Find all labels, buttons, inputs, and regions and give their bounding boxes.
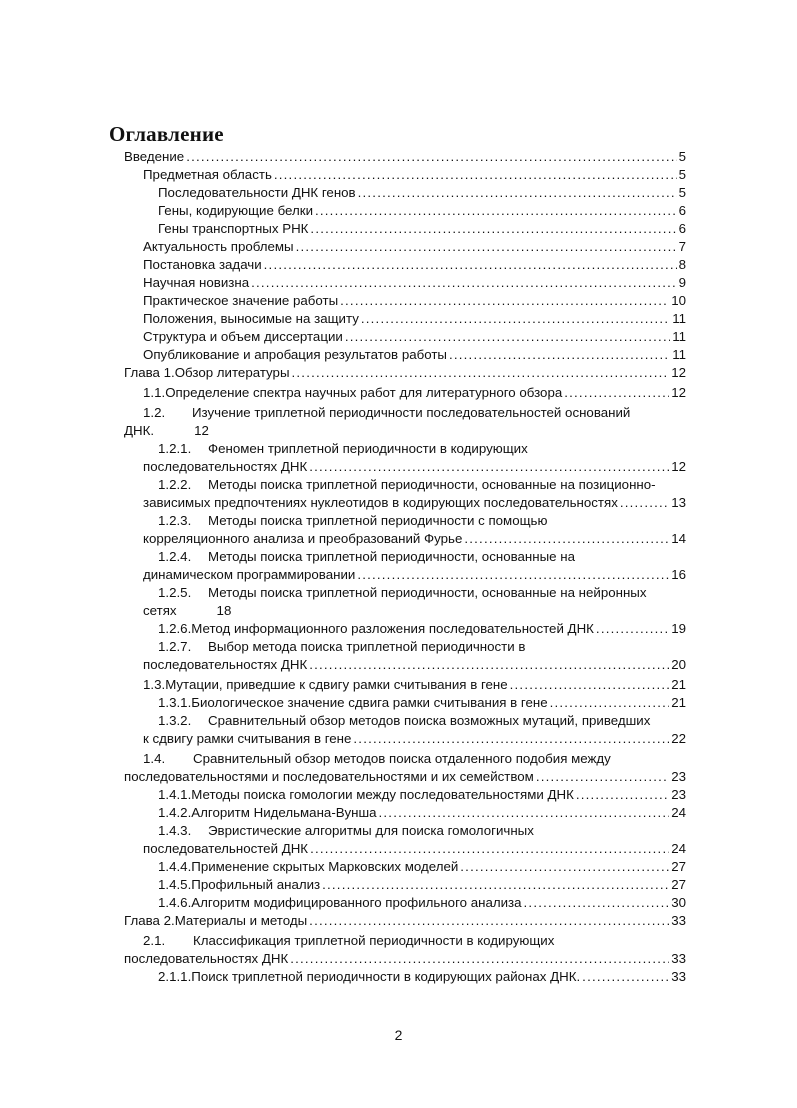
toc-entry[interactable] (143, 932, 686, 950)
toc-entry[interactable] (143, 404, 686, 422)
toc-entry[interactable] (158, 876, 686, 894)
toc-entry-label: Алгоритм Нидельмана-Вунша (191, 805, 377, 820)
dot-leader (264, 256, 677, 274)
toc-entry[interactable] (124, 148, 686, 166)
dot-leader (576, 786, 669, 804)
toc-entry-label: Методы поиска триплетной периодичности, основанные на позиционно- (208, 477, 656, 492)
toc-entry-page: 24 (671, 805, 686, 820)
toc-entry-page: 12 (194, 423, 209, 438)
dot-leader (340, 292, 669, 310)
toc-entry-page: 6 (678, 221, 686, 236)
toc-entry-page: 12 (671, 365, 686, 380)
toc-entry-label: Изучение триплетной периодичности последовательностей оснований (192, 405, 631, 420)
toc-entry-label: Научная новизна (143, 275, 250, 290)
toc-entry-page: 10 (671, 293, 686, 308)
toc-entry-label: Определение спектра научных работ для литературного обзора (165, 385, 563, 400)
toc-entry[interactable] (143, 328, 686, 346)
toc-entry[interactable] (158, 694, 686, 712)
toc-entry-page: 20 (671, 657, 686, 672)
toc-entry-page: 5 (678, 167, 686, 182)
toc-entry[interactable] (143, 494, 686, 512)
toc-entry[interactable] (143, 602, 686, 620)
dot-leader (460, 858, 669, 876)
dot-leader (292, 364, 670, 382)
toc-entry-page: 21 (671, 677, 686, 692)
toc-entry-label: Биологическое значение сдвига рамки считывания в гене (191, 695, 548, 710)
toc-entry[interactable] (143, 676, 686, 694)
toc-entry-page: 22 (671, 731, 686, 746)
toc-entry-label: Методы поиска гомологии между последовательностями ДНК (191, 787, 574, 802)
toc-entry-label: к сдвигу рамки считывания в гене (143, 731, 352, 746)
toc-entry-label: последовательностей ДНК (143, 841, 309, 856)
toc-entry-number: 1.1. (143, 385, 166, 400)
toc-entry-label: Актуальность проблемы (143, 239, 294, 254)
dot-leader (186, 148, 676, 166)
toc-entry-label: Мутации, приведшие к сдвигу рамки считывания в гене (165, 677, 508, 692)
toc-entry-label: Постановка задачи (143, 257, 262, 272)
toc-entry-number: 1.2.4. (158, 549, 192, 564)
toc-entry[interactable] (124, 950, 686, 968)
toc-entry-page: 9 (678, 275, 686, 290)
toc-entry[interactable] (143, 730, 686, 748)
toc-entry-number: 1.3.2. (158, 713, 192, 728)
toc-entry-number: 1.2.1. (158, 441, 192, 456)
dot-leader (274, 166, 677, 184)
toc-entry-label: Поиск триплетной периодичности в кодирующих районах ДНК. (191, 969, 581, 984)
toc-entry-page: 6 (678, 203, 686, 218)
toc-entry-number: 1.4.3. (158, 823, 192, 838)
toc-entry-number: Глава 2. (124, 913, 175, 928)
dot-leader (510, 676, 670, 694)
toc-entry[interactable] (158, 440, 686, 458)
toc-entry-label: Практическое значение работы (143, 293, 339, 308)
toc-entry-label: Материалы и методы (174, 913, 308, 928)
toc-entry-page: 16 (671, 567, 686, 582)
toc-entry[interactable] (158, 220, 686, 238)
toc-entry-number: 1.4. (143, 751, 166, 766)
dot-leader (309, 656, 669, 674)
toc-entry[interactable] (158, 184, 686, 202)
toc-entry[interactable] (143, 530, 686, 548)
toc-entry-page: 14 (671, 531, 686, 546)
dot-leader (309, 458, 669, 476)
toc-entry[interactable] (158, 858, 686, 876)
dot-leader (357, 566, 669, 584)
toc-entry-page: 11 (672, 347, 686, 362)
toc-entry-page: 24 (671, 841, 686, 856)
toc-entry-page: 33 (671, 969, 686, 984)
toc-entry-page: 23 (671, 769, 686, 784)
dot-leader (464, 530, 669, 548)
dot-leader (322, 876, 669, 894)
dot-leader (358, 184, 677, 202)
toc-entry-number: 2.1.1. (158, 969, 192, 984)
toc-entry[interactable] (124, 364, 686, 382)
toc-entry[interactable] (143, 840, 686, 858)
dot-leader (361, 310, 670, 328)
toc-entry-page: 27 (671, 859, 686, 874)
dot-leader (309, 912, 669, 930)
dot-leader (310, 840, 669, 858)
toc-entry[interactable] (158, 822, 686, 840)
toc-entry[interactable] (143, 566, 686, 584)
toc-entry[interactable] (158, 202, 686, 220)
toc-entry-label: зависимых предпочтениях нуклеотидов в кодирующих последовательностях (143, 495, 618, 510)
toc-entry[interactable] (143, 656, 686, 674)
toc-entry-page: 18 (216, 603, 232, 618)
dot-leader (251, 274, 676, 292)
toc-entry[interactable] (158, 804, 686, 822)
toc-entry-number: 1.4.1. (158, 787, 192, 802)
toc-entry[interactable] (143, 750, 686, 768)
toc-entry-number: 1.4.4. (158, 859, 192, 874)
toc-entry-label: Метод информационного разложения последовательностей ДНК (191, 621, 594, 636)
dot-leader (345, 328, 670, 346)
toc-entry-page: 11 (672, 311, 686, 326)
toc-entry-page: 30 (671, 895, 686, 910)
toc-entry-label: последовательностях ДНК (143, 657, 308, 672)
toc-entry-number: 1.4.6. (158, 895, 192, 910)
dot-leader (536, 768, 669, 786)
toc-entry-label: Положения, выносимые на защиту (143, 311, 359, 326)
dot-leader (353, 730, 669, 748)
toc-entry-number: Глава 1. (124, 365, 175, 380)
toc-entry-label: Феномен триплетной периодичности в кодирующих (208, 441, 528, 456)
toc-entry[interactable] (158, 786, 686, 804)
toc-entry[interactable] (143, 292, 686, 310)
toc-entry[interactable] (158, 512, 686, 530)
dot-leader (596, 620, 669, 638)
dot-leader (290, 950, 669, 968)
dot-leader (315, 202, 677, 220)
dot-leader (449, 346, 670, 364)
toc-entry-label: сетях (143, 603, 177, 618)
toc-entry[interactable] (124, 912, 686, 930)
toc-entry-number: 1.2.2. (158, 477, 192, 492)
toc-entry-label: ДНК. (124, 423, 155, 438)
toc-entry[interactable] (143, 384, 686, 402)
toc-entry-label: Сравнительный обзор методов поиска возможных мутаций, приведших (208, 713, 651, 728)
toc-entry-label: Профильный анализ (191, 877, 321, 892)
dot-leader (550, 694, 670, 712)
toc-entry-page: 12 (671, 385, 686, 400)
toc-entry[interactable] (158, 476, 686, 494)
toc-entry[interactable] (158, 620, 686, 638)
toc-entry-label: Предметная область (143, 167, 272, 182)
toc-entry-number: 1.2.5. (158, 585, 192, 600)
dot-leader (379, 804, 670, 822)
toc-entry-page: 5 (678, 185, 686, 200)
toc-entry-label: Введение (124, 149, 185, 164)
toc-entry-number: 1.3. (143, 677, 166, 692)
toc-entry-page: 8 (678, 257, 686, 272)
toc-entry[interactable] (158, 584, 686, 602)
toc-entry[interactable] (124, 422, 686, 440)
dot-leader (620, 494, 669, 512)
toc-entry-label: Методы поиска триплетной периодичности с помощью (208, 513, 548, 528)
toc-entry-number: 2.1. (143, 933, 166, 948)
toc-entry-page: 19 (671, 621, 686, 636)
dot-leader (524, 894, 670, 912)
toc-entry-label: Классификация триплетной периодичности в кодирующих (193, 933, 555, 948)
dot-leader (564, 384, 669, 402)
toc-entry-page: 13 (671, 495, 686, 510)
toc-entry[interactable] (143, 310, 686, 328)
toc-entry-number: 1.2.6. (158, 621, 192, 636)
toc-entry[interactable] (143, 458, 686, 476)
toc-entry[interactable] (143, 166, 686, 184)
dot-leader (582, 968, 669, 986)
toc-entry-number: 1.2.3. (158, 513, 192, 528)
toc-entry-number: 1.3.1. (158, 695, 192, 710)
toc-entry-page: 27 (671, 877, 686, 892)
toc-entry-label: Алгоритм модифицированного профильного анализа (191, 895, 522, 910)
toc-entry[interactable] (158, 712, 686, 730)
toc-entry-page: 5 (678, 149, 686, 164)
dot-leader (296, 238, 677, 256)
toc-entry-label: Последовательности ДНК генов (158, 185, 356, 200)
toc-entry[interactable] (158, 638, 686, 656)
toc-entry-label: корреляционного анализа и преобразований Фурье (143, 531, 463, 546)
toc-entry-label: Сравнительный обзор методов поиска отдаленного подобия между (193, 751, 611, 766)
toc-entry-label: Опубликование и апробация результатов работы (143, 347, 447, 362)
toc-entry[interactable] (143, 238, 686, 256)
toc-entry-label: последовательностях ДНК (124, 951, 289, 966)
toc-entry-page: 21 (671, 695, 686, 710)
dot-leader (310, 220, 676, 238)
toc-entry-label: динамическом программировании (143, 567, 356, 582)
toc-entry-number: 1.4.5. (158, 877, 192, 892)
toc-entry-label: Применение скрытых Марковских моделей (191, 859, 459, 874)
toc-entry-page: 33 (671, 913, 686, 928)
toc-title: Оглавление (109, 122, 224, 146)
toc-entry-page: 23 (671, 787, 686, 802)
toc-entry-page: 12 (671, 459, 686, 474)
page-number: 2 (394, 1027, 403, 1043)
toc-entry[interactable] (158, 968, 686, 986)
toc-entry-label: Методы поиска триплетной периодичности, основанные на нейронных (208, 585, 647, 600)
toc-entry[interactable] (158, 894, 686, 912)
toc-entry-page: 33 (671, 951, 686, 966)
toc-entry-number: 1.2. (143, 405, 166, 420)
toc-entry-label: Гены транспортных РНК (158, 221, 309, 236)
toc-entry-label: Эвристические алгоритмы для поиска гомологичных (208, 823, 534, 838)
toc-entry[interactable] (158, 548, 686, 566)
toc-entry[interactable] (124, 768, 686, 786)
toc-entry-page: 11 (672, 329, 686, 344)
toc-entry-label: последовательностями и последовательностями и их семейством (124, 769, 534, 784)
toc-entry-label: Обзор литературы (174, 365, 290, 380)
toc-entry-number: 1.4.2. (158, 805, 192, 820)
toc-entry-label: Гены, кодирующие белки (158, 203, 313, 218)
toc-entry-label: Выбор метода поиска триплетной периодичности в (208, 639, 526, 654)
toc-entry-label: Структура и объем диссертации (143, 329, 343, 344)
toc-entry[interactable] (143, 346, 686, 364)
toc-entry[interactable] (143, 256, 686, 274)
toc-entry-number: 1.2.7. (158, 639, 192, 654)
toc-entry-label: Методы поиска триплетной периодичности, основанные на (208, 549, 575, 564)
toc-entry-page: 7 (678, 239, 686, 254)
toc-entry[interactable] (143, 274, 686, 292)
toc-entry-label: последовательностях ДНК (143, 459, 308, 474)
